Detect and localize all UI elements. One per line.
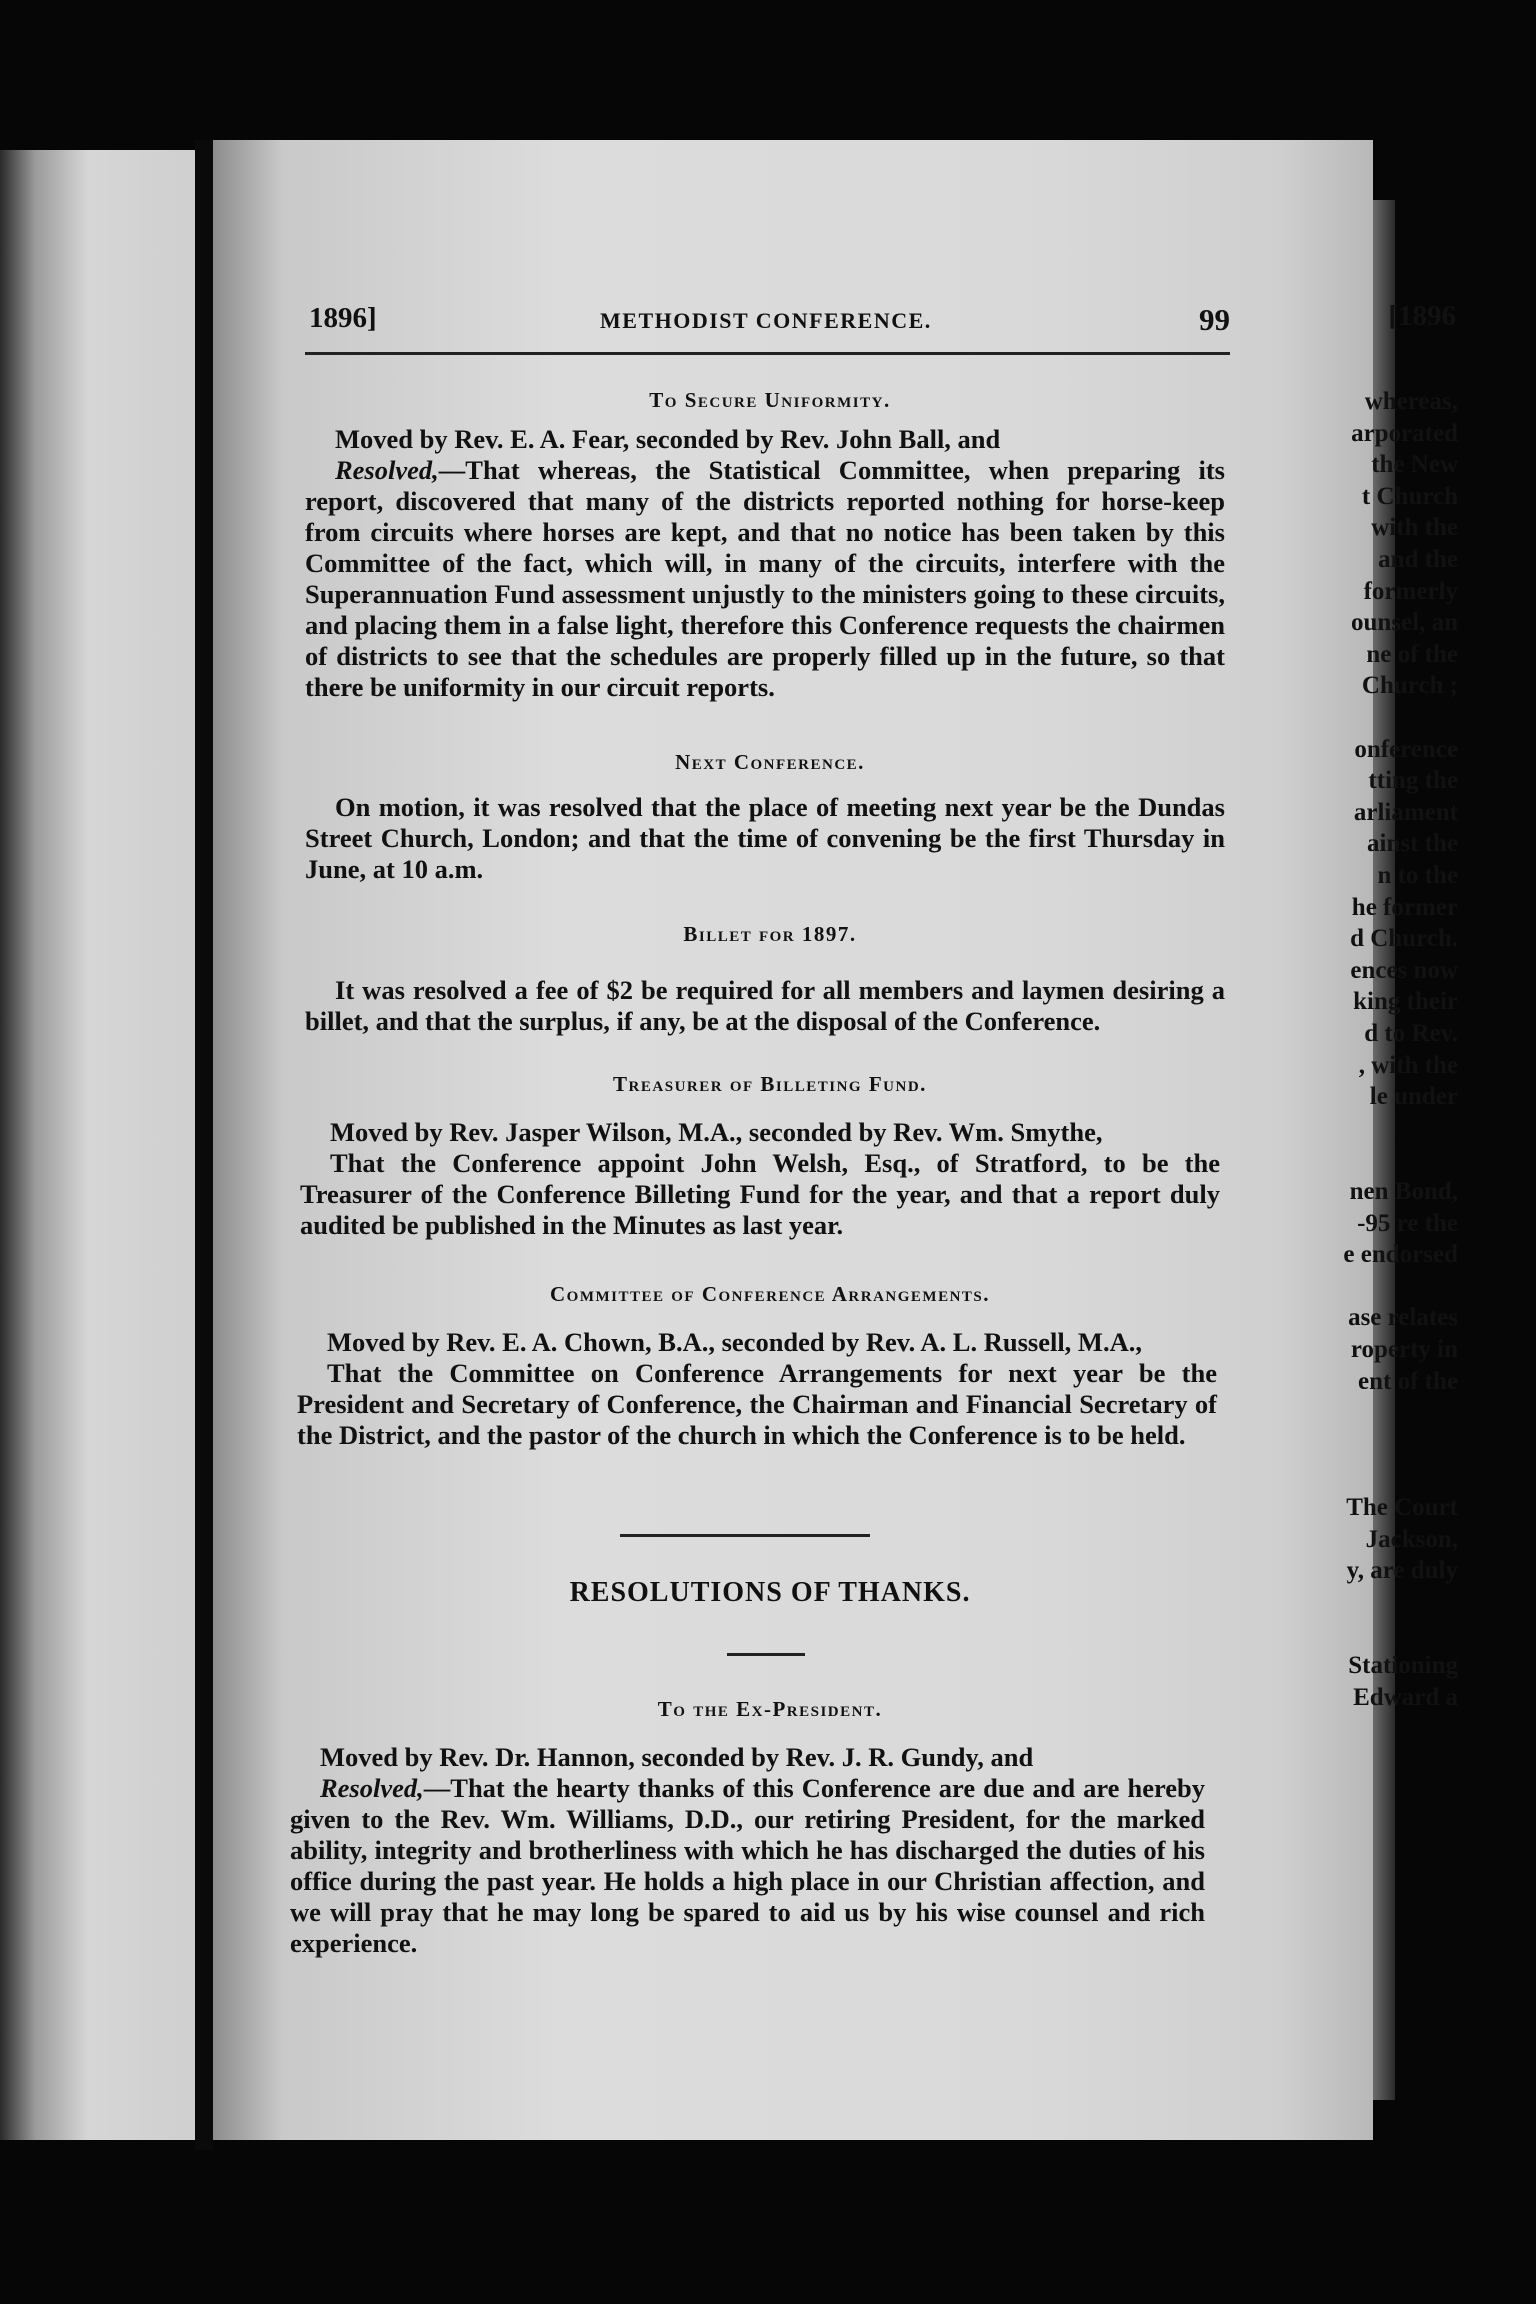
left-page-line: y, are duly (1346, 1557, 1458, 1585)
left-facing-page (0, 150, 195, 2140)
left-page-line: onference (1354, 735, 1458, 763)
section-heading-uniformity: To Secure Uniformity. (649, 388, 891, 412)
running-head (305, 302, 1230, 355)
left-page-header: [1896 (1388, 300, 1456, 332)
left-page-line: The Court (1346, 1494, 1458, 1521)
left-page-line: ounsel, an (1351, 609, 1458, 637)
left-page-line: the New (1371, 451, 1458, 479)
title-underline-rule (727, 1653, 805, 1656)
paragraph-uniformity (305, 424, 1225, 703)
left-page-line: ences now (1350, 956, 1458, 984)
left-page-line: ne of the (1366, 640, 1458, 668)
page-gutter (195, 140, 213, 2150)
left-page-line: d to Rev. (1364, 1020, 1458, 1047)
left-page-line: Jackson, (1365, 1525, 1458, 1553)
left-page-line: formerly (1363, 577, 1458, 605)
section-heading-treasurer: Treasurer of Billeting Fund. (613, 1072, 927, 1096)
left-page-line: ent of the (1358, 1367, 1458, 1395)
moved-line: Moved by Rev. E. A. Fear, seconded by Rev. John Ball, and (335, 424, 1001, 454)
left-page-line: king their (1353, 988, 1458, 1016)
left-page-line: Edward a (1353, 1683, 1458, 1711)
left-page-line: whereas, (1364, 388, 1458, 415)
resolutions-of-thanks-title: RESOLUTIONS OF THANKS. (569, 1577, 971, 1608)
paragraph-next-conference: On motion, it was resolved that the place of meeting next year be the Dundas Street Church, London; and that the time of convening be the first Thursday in June, at 10 a.m. (305, 792, 1225, 884)
left-page-line: and the (1378, 546, 1458, 573)
left-page-line: tting the (1368, 767, 1458, 795)
section-divider-rule (620, 1534, 870, 1537)
paragraph-billet: It was resolved a fee of $2 be required for all members and laymen desiring a billet, and that the surplus, if any, be at the disposal of the Conference. (305, 975, 1225, 1036)
page-number: 99 (1199, 302, 1230, 337)
left-page-line: Stationing (1348, 1652, 1458, 1679)
left-page-line: e endorsed (1343, 1241, 1458, 1269)
left-page-line: ase relates (1348, 1304, 1458, 1332)
paragraph-treasurer (300, 1117, 1220, 1241)
resolution-text: Resolved,—That whereas, the Statistical Committee, when preparing its report, discovered that many of the districts reported nothing for horse-keep from circuits where horses are kept, and that no notice has been taken by this Committee of the fact, which will, in many of the circuits, interfere with the Superannuation Fund assessment unjustly to the ministers going to these circuits, and placing them in a false light, therefore this Conference requests the chairmen of districts to see that the schedules are properly filled up in the future, so that there be uniformity in our circuit reports. (305, 455, 1225, 702)
section-heading-next-conference: Next Conference. (675, 750, 865, 774)
paragraph-ex-president (290, 1742, 1205, 1959)
moved-line: Moved by Rev. E. A. Chown, B.A., seconded by Rev. A. L. Russell, M.A., (327, 1327, 1142, 1357)
running-head-title: METHODIST CONFERENCE. (600, 308, 932, 333)
moved-line: Moved by Rev. Dr. Hannon, seconded by Rev. J. R. Gundy, and (320, 1742, 1034, 1772)
section-heading-billet: Billet for 1897. (683, 922, 857, 946)
resolution-text: That the Conference appoint John Welsh, Esq., of Stratford, to be the Treasurer of the Conference Billeting Fund for the year, and that a report duly audited be published in the Minutes as last year. (300, 1148, 1220, 1240)
left-page-line: -95 re the (1357, 1209, 1458, 1237)
section-heading-arrangements: Committee of Conference Arrangements. (549, 1282, 991, 1306)
left-page-line: with the (1371, 514, 1458, 542)
left-page-line: t Church (1361, 482, 1458, 510)
resolution-text: Resolved,—That the hearty thanks of this Conference are due and are hereby given to the Rev. Wm. Williams, D.D., our retiring President, for the marked ability, integrity and brotherliness with which he has discharged the duties of his office during the past year. He holds a high place in our Christian affection, and we will pray that he may long be spared to aid us by his wise counsel and rich experience. (290, 1773, 1205, 1958)
paragraph-arrangements (297, 1327, 1217, 1451)
left-page-line: d Church. (1350, 925, 1458, 953)
left-page-line: he former (1351, 893, 1458, 921)
resolution-text: That the Committee on Conference Arrangements for next year be the President and Secretary of Conference, the Chairman and Financial Secretary of the District, and the pastor of the church in which the Conference is to be held. (297, 1358, 1217, 1450)
left-page-line: roperty in (1350, 1336, 1458, 1363)
left-page-line: ainst the (1367, 830, 1458, 858)
left-page-line: arliament (1353, 798, 1458, 826)
left-page-line: n to the (1377, 862, 1458, 889)
left-page-line: arporated (1351, 419, 1458, 447)
left-page-line: , with the (1358, 1051, 1458, 1079)
moved-line: Moved by Rev. Jasper Wilson, M.A., seconded by Rev. Wm. Smythe, (330, 1117, 1103, 1147)
left-page-line: Church ; (1361, 672, 1458, 700)
left-page-line: nen Bond, (1349, 1178, 1458, 1205)
left-page-line: le under (1369, 1083, 1458, 1111)
section-heading-ex-president: To the Ex-President. (657, 1697, 883, 1721)
running-head-year: 1896] (309, 302, 377, 334)
